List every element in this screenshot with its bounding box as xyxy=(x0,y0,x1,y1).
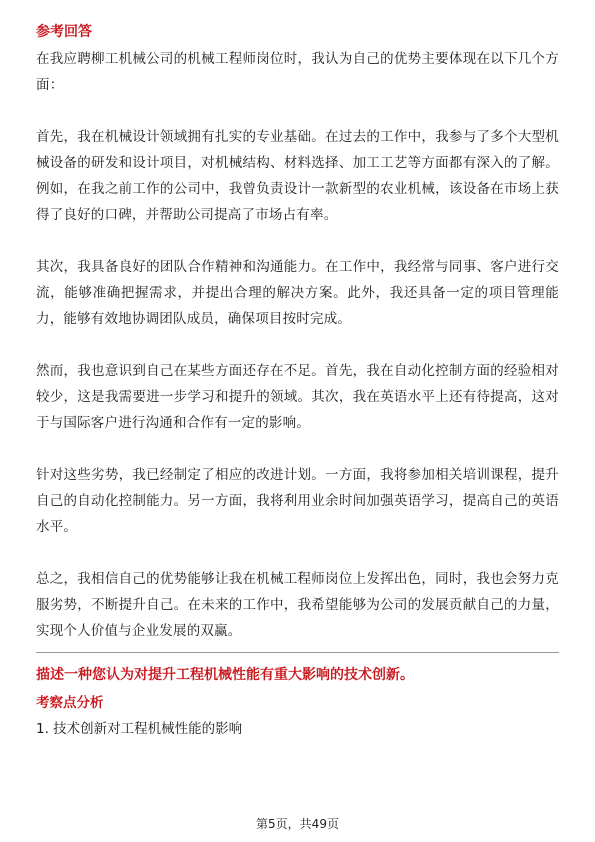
analysis-point: 1. 技术创新对工程机械性能的影响 xyxy=(36,721,243,737)
paragraph-weakness: 然而，我也意识到自己在某些方面还存在不足。首先，我在自动化控制方面的经验相对较少，这是我需要进一步学习和提升的领域。其次，我在英语水平上还有待提高，这对于与国际客户进行沟通和合作有一定的影响。 xyxy=(36,363,559,431)
paragraph-strength-2: 其次，我具备良好的团队合作精神和沟通能力。在工作中，我经常与同事、客户进行交流，能够准确把握需求，并提出合理的解决方案。此外，我还具备一定的项目管理能力，能够有效地协调团队成员，确保项目按时完成。 xyxy=(36,259,559,327)
paragraph-improvement: 针对这些劣势，我已经制定了相应的改进计划。一方面，我将参加相关培训课程，提升自己的自动化控制能力。另一方面，我将利用业余时间加强英语学习，提高自己的英语水平。 xyxy=(36,467,559,535)
page-footer: 第5页，共49页 xyxy=(256,817,339,831)
next-question: 描述一种您认为对提升工程机械性能有重大影响的技术创新。 xyxy=(36,667,414,683)
paragraph-intro: 在我应聘柳工机械公司的机械工程师岗位时，我认为自己的优势主要体现在以下几个方面： xyxy=(36,51,559,93)
analysis-heading: 考察点分析 xyxy=(36,695,104,711)
paragraph-conclusion: 总之，我相信自己的优势能够让我在机械工程师岗位上发挥出色，同时，我也会努力克服劣势，不断提升自己。在未来的工作中，我希望能够为公司的发展贡献自己的力量，实现个人价值与企业发展的双赢。 xyxy=(36,571,559,639)
section-divider xyxy=(36,652,559,653)
answer-heading: 参考回答 xyxy=(36,24,92,40)
document-page xyxy=(36,22,559,741)
paragraph-strength-1: 首先，我在机械设计领域拥有扎实的专业基础。在过去的工作中，我参与了多个大型机械设备的研发和设计项目，对机械结构、材料选择、加工工艺等方面都有深入的了解。例如，在我之前工作的公司中，我曾负责设计一款新型的农业机械，该设备在市场上获得了良好的口碑，并帮助公司提高了市场占有率。 xyxy=(36,129,559,223)
